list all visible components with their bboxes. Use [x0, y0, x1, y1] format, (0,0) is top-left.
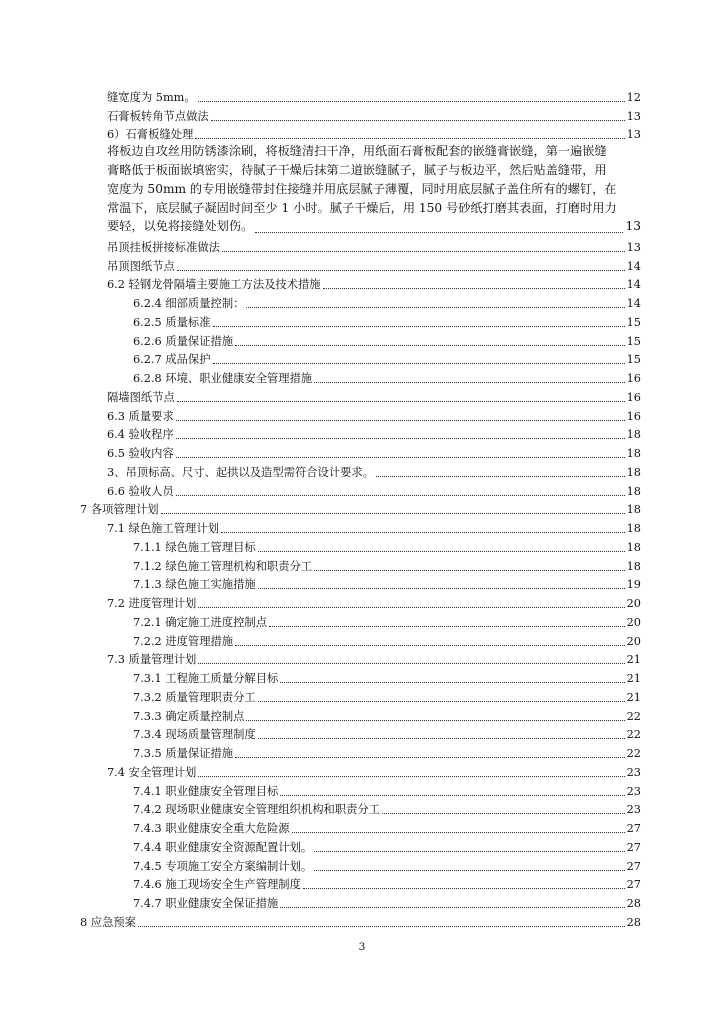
table-of-contents — [80, 86, 641, 930]
toc-page-number: 21 — [626, 672, 641, 685]
leader-dots — [176, 457, 625, 458]
toc-page-number: 27 — [626, 822, 641, 835]
toc-page-number: 27 — [626, 878, 641, 892]
toc-entry[interactable] — [80, 274, 641, 293]
toc-entry[interactable] — [80, 461, 641, 480]
toc-entry[interactable] — [80, 574, 641, 593]
toc-page-number: 20 — [626, 634, 641, 648]
toc-page-number: 14 — [626, 278, 641, 292]
toc-entry-title: 6.2.4 细部质量控制： — [133, 297, 245, 310]
toc-page-number: 22 — [626, 709, 641, 723]
toc-page-number: 12 — [626, 90, 641, 104]
toc-entry[interactable] — [80, 311, 641, 330]
toc-entry-title: 7.3.4 现场质量管理制度 — [133, 728, 256, 742]
toc-entry[interactable] — [80, 292, 641, 311]
toc-entry-title: 7.1 绿色施工管理计划 — [107, 522, 219, 535]
toc-entry-title: 7 各项管理计划 — [80, 503, 159, 517]
leader-dots — [246, 307, 624, 308]
leader-dots — [314, 870, 624, 871]
toc-page-number: 18 — [626, 503, 641, 517]
toc-entry[interactable] — [80, 330, 641, 349]
toc-entry[interactable] — [80, 480, 641, 499]
toc-page-number: 22 — [626, 747, 641, 760]
leader-dots — [255, 232, 623, 233]
leader-dots — [269, 626, 625, 627]
toc-page-number: 18 — [626, 522, 641, 535]
toc-entry-title: 6.6 验收人员 — [107, 484, 174, 498]
leader-dots — [258, 701, 625, 702]
toc-entry-title: 7.4.5 专项施工安全方案编制计划。 — [133, 859, 313, 873]
toc-entry[interactable] — [80, 105, 641, 124]
toc-entry[interactable] — [80, 630, 641, 649]
toc-entry-title: 7.1.3 绿色施工实施措施 — [133, 578, 256, 592]
toc-entry[interactable] — [80, 536, 641, 555]
toc-page-number: 21 — [626, 653, 641, 667]
toc-entry[interactable] — [80, 367, 641, 386]
toc-page-number: 16 — [626, 372, 641, 385]
paragraph-line: 将板边自攻丝用防锈漆涂刷，将板缝清扫干净，用纸面石膏板配套的嵌缝膏嵌缝，第一遍嵌缝 — [107, 144, 607, 159]
toc-page-number: 27 — [626, 840, 641, 854]
toc-entry[interactable] — [80, 499, 641, 518]
leader-dots — [280, 907, 624, 908]
toc-page-number: 21 — [626, 690, 641, 704]
toc-page-number: 13 — [626, 240, 641, 254]
paragraph-last-line[interactable] — [107, 217, 641, 236]
toc-entry-title: 6.2.6 质量保证措施 — [133, 334, 234, 348]
toc-entry-title: 隔墙图纸节点 — [107, 390, 175, 404]
leader-dots — [211, 120, 625, 121]
toc-entry[interactable] — [80, 124, 641, 143]
toc-entry-title: 7.3.5 质量保证措施 — [133, 747, 234, 760]
toc-section-before — [80, 86, 641, 142]
toc-entry[interactable] — [80, 86, 641, 105]
toc-page-number: 18 — [626, 465, 641, 479]
leader-dots — [161, 513, 625, 514]
toc-entry[interactable] — [80, 386, 641, 405]
paragraph-line: 膏略低于板面嵌填密实，待腻子干燥后抹第二道嵌缝腻子，腻子与板边平，然后贴盖缝带，用 — [107, 163, 607, 177]
toc-page-number: 20 — [626, 615, 641, 629]
toc-page-number: 13 — [626, 128, 641, 142]
toc-page-number: 18 — [626, 540, 641, 554]
toc-page-number: 13 — [625, 219, 641, 234]
leader-dots — [176, 495, 625, 496]
leader-dots — [198, 776, 624, 777]
leader-dots — [235, 757, 625, 758]
toc-page-number: 14 — [626, 259, 641, 273]
toc-entry[interactable] — [80, 255, 641, 274]
toc-entry[interactable] — [80, 742, 641, 761]
toc-entry[interactable] — [80, 592, 641, 611]
toc-entry-title: 石膏板转角节点做法 — [107, 109, 209, 123]
toc-entry-title: 7.3.3 确定质量控制点 — [133, 709, 245, 723]
toc-page-number: 18 — [626, 447, 641, 460]
toc-page-number: 15 — [626, 353, 641, 367]
toc-entry-title: 6.2.5 质量标准 — [133, 315, 211, 329]
toc-entry-title: 吊顶图纸节点 — [107, 259, 175, 273]
toc-entry[interactable] — [80, 911, 641, 930]
toc-entry-title: 3、吊顶标高、尺寸、起拱以及造型需符合设计要求。 — [107, 465, 375, 479]
toc-entry-title: 6.2.7 成品保护 — [133, 353, 211, 367]
toc-entry-title: 7.4.3 职业健康安全重大危险源 — [133, 822, 290, 835]
toc-entry-title: 6.2.8 环境、职业健康安全管理措施 — [133, 372, 313, 385]
toc-entry-title: 7.1.2 绿色施工管理机构和职责分工 — [133, 559, 313, 573]
toc-paragraph — [80, 142, 641, 236]
toc-page-number: 20 — [626, 597, 641, 610]
toc-page-number: 23 — [626, 765, 641, 779]
leader-dots — [176, 438, 625, 439]
toc-entry[interactable] — [80, 855, 641, 874]
toc-entry[interactable] — [80, 892, 641, 911]
toc-page-number: 23 — [626, 784, 641, 798]
leader-dots — [213, 363, 625, 364]
toc-entry-title: 7.3 质量管理计划 — [107, 653, 197, 667]
toc-entry[interactable] — [80, 236, 641, 255]
leader-dots — [177, 270, 625, 271]
leader-dots — [198, 663, 624, 664]
toc-entry[interactable] — [80, 836, 641, 855]
leader-dots — [235, 345, 625, 346]
toc-page-number: 15 — [626, 334, 641, 348]
toc-entry[interactable] — [80, 649, 641, 668]
toc-page-number: 27 — [626, 859, 641, 873]
paragraph-last-text: 要轻，以免将接缝处划伤。 — [107, 219, 254, 234]
leader-dots — [221, 532, 625, 533]
toc-entry[interactable] — [80, 780, 641, 799]
toc-page-number: 16 — [626, 409, 641, 423]
toc-entry[interactable] — [80, 799, 641, 818]
toc-entry-title: 7.4.6 施工现场安全生产管理制度 — [133, 878, 301, 892]
toc-entry[interactable] — [80, 442, 641, 461]
leader-dots — [198, 101, 625, 102]
leader-dots — [280, 682, 624, 683]
toc-entry-title: 7.4.7 职业健康安全保证措施 — [133, 897, 279, 910]
toc-page-number: 18 — [626, 428, 641, 442]
leader-dots — [280, 795, 624, 796]
toc-entry-title: 6.2 轻钢龙骨隔墙主要施工方法及技术措施 — [107, 278, 321, 292]
leader-dots — [314, 382, 624, 383]
leader-dots — [303, 888, 625, 889]
page-footer-number: 3 — [358, 941, 366, 953]
leader-dots — [314, 570, 624, 571]
toc-entry-title: 7.2.2 进度管理措施 — [133, 634, 234, 648]
toc-page-number: 14 — [626, 297, 641, 310]
leader-dots — [235, 645, 625, 646]
toc-entry[interactable] — [80, 349, 641, 368]
toc-entry-title: 7.3.1 工程施工质量分解目标 — [133, 672, 279, 685]
leader-dots — [314, 851, 624, 852]
toc-entry[interactable] — [80, 874, 641, 893]
toc-entry-title: 7.2 进度管理计划 — [107, 597, 197, 610]
toc-entry[interactable] — [80, 555, 641, 574]
toc-entry-title: 6.5 验收内容 — [107, 447, 174, 460]
toc-entry[interactable] — [80, 724, 641, 743]
toc-page-number: 23 — [626, 803, 641, 817]
toc-page-number: 18 — [626, 559, 641, 573]
toc-entry[interactable] — [80, 667, 641, 686]
toc-entry[interactable] — [80, 817, 641, 836]
toc-entry-title: 6.3 质量要求 — [107, 409, 174, 423]
toc-entry-title: 7.3.2 质量管理职责分工 — [133, 690, 256, 704]
toc-page-number: 28 — [626, 915, 641, 929]
leader-dots — [323, 288, 625, 289]
toc-entry[interactable] — [80, 424, 641, 443]
leader-dots — [258, 588, 625, 589]
toc-page-number: 13 — [626, 109, 641, 123]
toc-page-number: 15 — [626, 315, 641, 329]
toc-entry-title: 6）石膏板缝处理 — [107, 128, 194, 142]
toc-entry-title: 缝宽度为 5mm。 — [107, 90, 196, 104]
leader-dots — [292, 832, 625, 833]
toc-entry-title: 吊顶挂板拼接标准做法 — [107, 240, 220, 254]
toc-page-number: 22 — [626, 728, 641, 742]
leader-dots — [198, 607, 624, 608]
leader-dots — [222, 251, 625, 252]
toc-entry[interactable] — [80, 611, 641, 630]
toc-entry-title: 8 应急预案 — [80, 915, 136, 929]
toc-page-number: 28 — [626, 897, 641, 910]
toc-entry-title: 6.4 验收程序 — [107, 428, 174, 442]
toc-entry-title: 7.4.4 职业健康安全资源配置计划。 — [133, 840, 313, 854]
toc-entry-title: 7.4.2 现场职业健康安全管理组织机构和职责分工 — [133, 803, 380, 817]
toc-entry[interactable] — [80, 686, 641, 705]
toc-entry[interactable] — [80, 405, 641, 424]
toc-entry[interactable] — [80, 761, 641, 780]
toc-page-number: 19 — [626, 578, 641, 592]
leader-dots — [376, 476, 625, 477]
toc-entry-title: 7.4 安全管理计划 — [107, 765, 197, 779]
leader-dots — [195, 138, 624, 139]
leader-dots — [246, 720, 624, 721]
toc-entry-title: 7.1.1 绿色施工管理目标 — [133, 540, 256, 554]
leader-dots — [177, 401, 625, 402]
paragraph-line: 宽度为 50mm 的专用嵌缝带封住接缝并用底层腻子薄覆，同时用底层腻子盖住所有的螺钉，在 — [107, 181, 617, 196]
leader-dots — [176, 420, 625, 421]
toc-entry-title: 7.4.1 职业健康安全管理目标 — [133, 784, 279, 798]
leader-dots — [138, 926, 625, 927]
leader-dots — [258, 551, 625, 552]
toc-entry[interactable] — [80, 517, 641, 536]
toc-section-after — [80, 236, 641, 930]
paragraph-line: 常温下，底层腻子凝固时间至少 1 小时。腻子干燥后，用 150 号砂纸打磨其表面，打磨时用力 — [107, 200, 617, 215]
toc-entry[interactable] — [80, 705, 641, 724]
toc-page-number: 18 — [626, 484, 641, 498]
toc-page-number: 16 — [626, 390, 641, 404]
leader-dots — [382, 813, 625, 814]
leader-dots — [258, 738, 625, 739]
toc-entry-title: 7.2.1 确定施工进度控制点 — [133, 615, 268, 629]
leader-dots — [213, 326, 625, 327]
